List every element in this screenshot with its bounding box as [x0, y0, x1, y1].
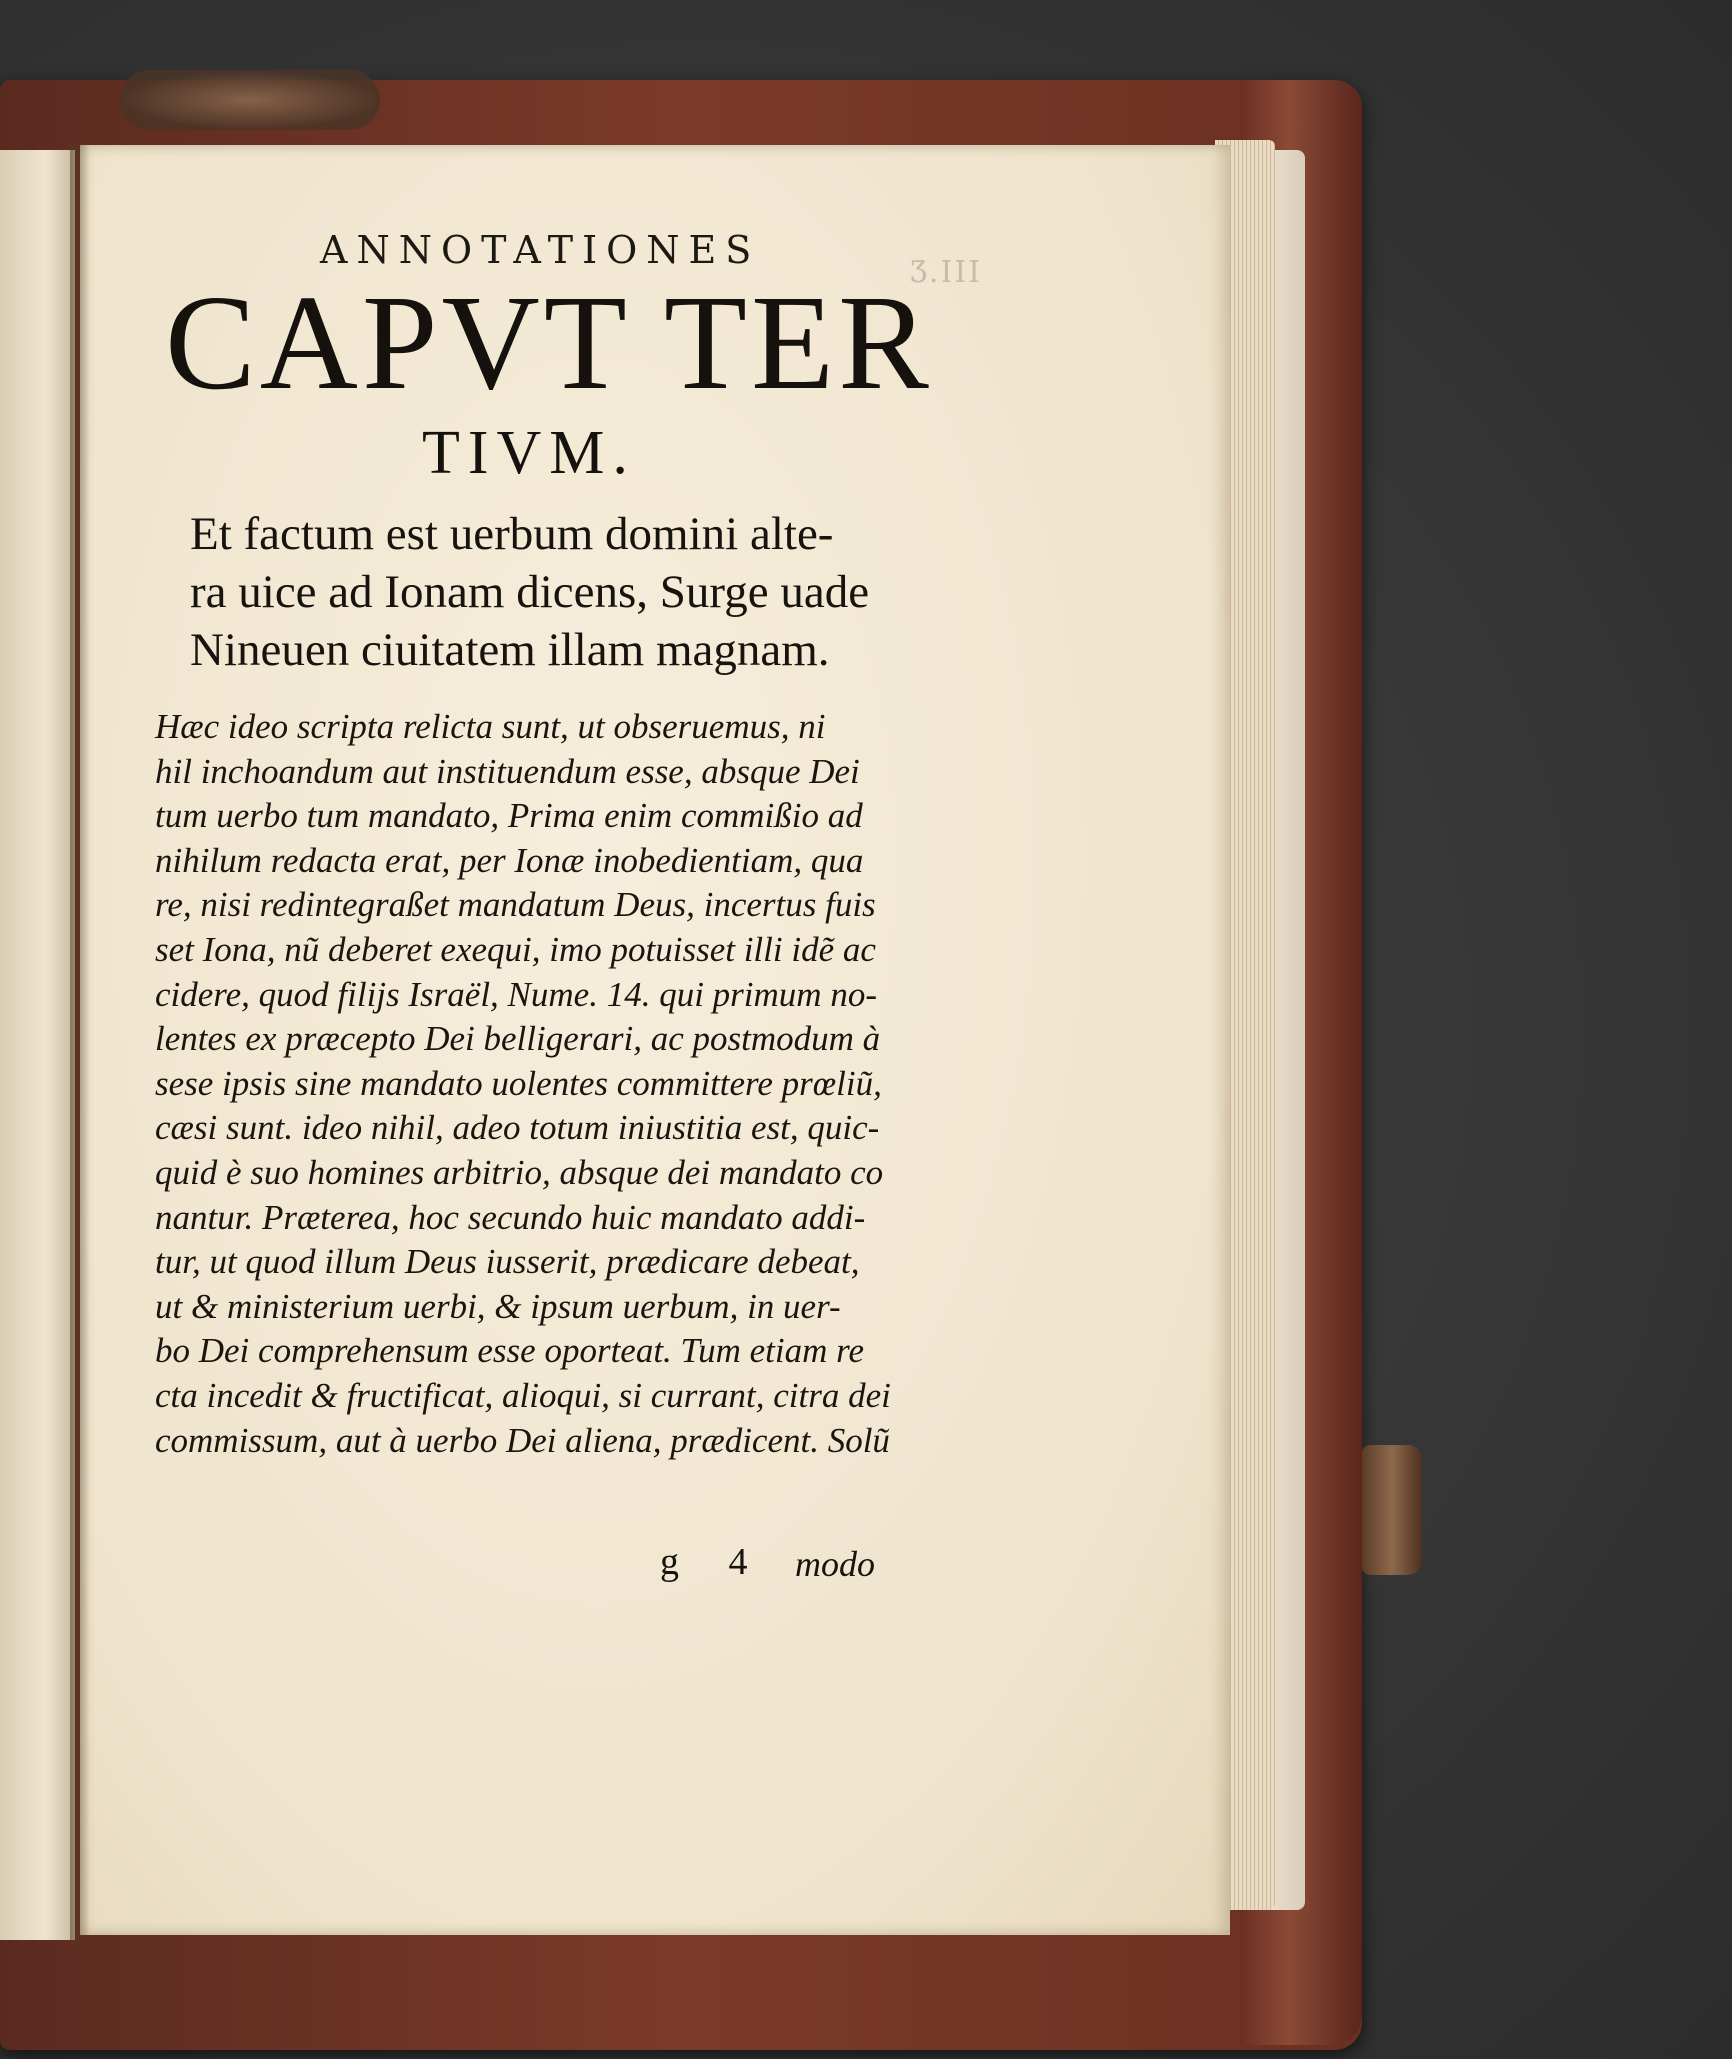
commentary-line: lentes ex præcepto Dei belligerari, ac postmodum à: [155, 1019, 881, 1059]
gutter-shadow: [70, 145, 90, 1945]
left-page: [0, 150, 75, 1940]
verse-line: ra uice ad Ionam dicens, Surge uade: [190, 566, 870, 618]
commentary-line: re, nisi redintegraßet mandatum Deus, incertus fuis: [155, 885, 876, 925]
verse-line: Et factum est uerbum domini alte-: [190, 508, 834, 560]
commentary-line: Hæc ideo scripta relicta sunt, ut obseruemus, ni: [155, 707, 826, 746]
commentary-text: [155, 705, 895, 1463]
show-through-text: Ʒ.III: [910, 255, 983, 290]
commentary-line: bo Dei comprehensum esse oporteat. Tum etiam re: [155, 1331, 864, 1371]
commentary-line: commissum, aut à uerbo Dei aliena, prædicent. Solũ: [155, 1420, 890, 1460]
commentary-line: nantur. Præterea, hoc secundo huic mandato addi-: [155, 1197, 866, 1237]
verse-line: Nineuen ciuitatem illam magnam.: [190, 624, 830, 676]
running-head: ANNOTATIONES: [320, 228, 761, 272]
clasp-right: [1362, 1445, 1422, 1575]
commentary-line: ut & ministerium uerbi, & ipsum uerbum, in uer-: [155, 1286, 841, 1326]
commentary-line: set Iona, nũ deberet exequi, imo potuisset illi idẽ ac: [155, 929, 876, 969]
commentary-line: tum uerbo tum mandato, Prima enim commißio ad: [155, 796, 863, 836]
chapter-title-continued: TIVM.: [422, 419, 636, 487]
commentary-line: hil inchoandum aut instituendum esse, absque Dei: [155, 751, 860, 791]
verse-text: [190, 505, 920, 679]
catchword: modo: [795, 1544, 875, 1584]
commentary-line: sese ipsis sine mandato uolentes committere prœliũ,: [155, 1063, 882, 1103]
chapter-title: CAPVT TER: [165, 268, 933, 418]
signature-mark: g 4: [660, 1541, 768, 1583]
commentary-line: cidere, quod filijs Israël, Nume. 14. qui primum no-: [155, 974, 877, 1014]
commentary-line: quid è suo homines arbitrio, absque dei mandato co: [155, 1152, 884, 1192]
commentary-line: tur, ut quod illum Deus iusserit, prædicare debeat,: [155, 1242, 860, 1282]
commentary-line: cæsi sunt. ideo nihil, adeo totum iniustitia est, quic-: [155, 1108, 880, 1148]
commentary-line: cta incedit & fructificat, alioqui, si currant, citra dei: [155, 1375, 891, 1415]
clasp-top: [120, 70, 380, 130]
commentary-line: nihilum redacta erat, per Ionæ inobedientiam, qua: [155, 840, 864, 880]
